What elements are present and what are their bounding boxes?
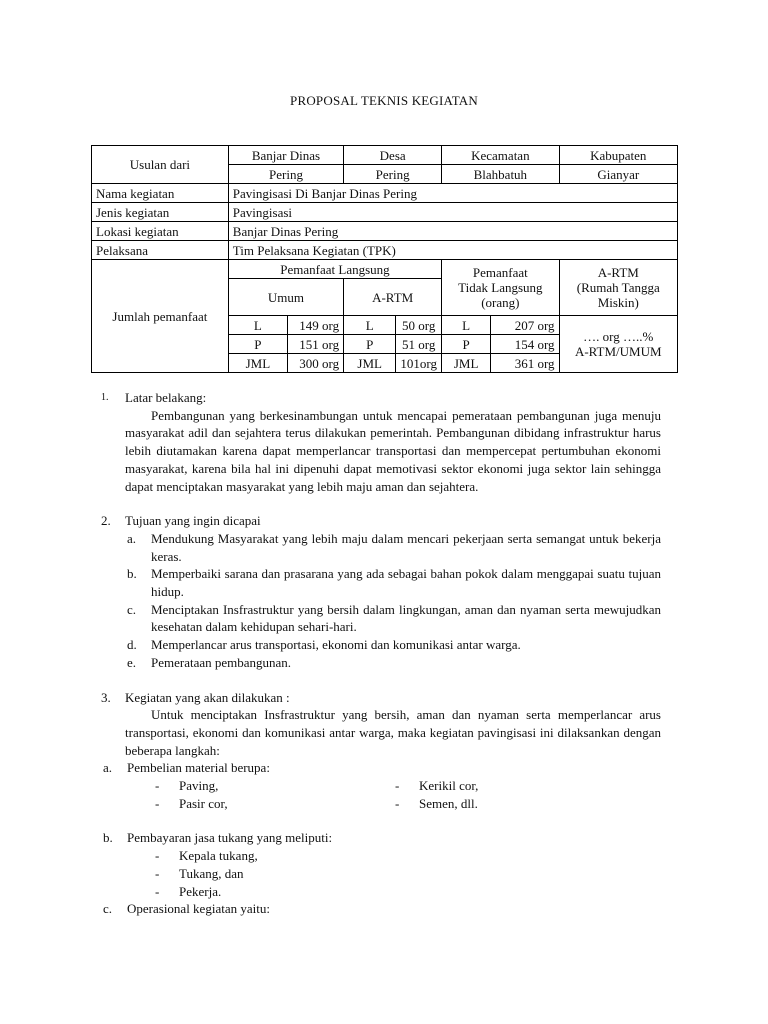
- usulan-label: Usulan dari: [92, 146, 229, 184]
- list-item: [127, 530, 661, 565]
- list-item: [127, 636, 661, 654]
- pelaksana-value: Tim Pelaksana Kegiatan (TPK): [228, 241, 677, 260]
- section-heading: Kegiatan yang akan dilakukan :: [125, 689, 290, 705]
- header-kabupaten: Kabupaten: [559, 146, 677, 165]
- cell-value: 51 org: [396, 335, 442, 354]
- list-item: [155, 795, 341, 813]
- table-row: [92, 146, 678, 165]
- jenis-label: Jenis kegiatan: [92, 203, 229, 222]
- list-item: [127, 601, 661, 636]
- list-text: Menciptakan Insfrastruktur yang bersih dalam lingkungan, aman dan nyaman serta mewujudkan kesehatan dalam kehidupan sehari-hari.: [151, 601, 661, 635]
- dash-bullet: -: [155, 848, 160, 864]
- list-letter: a.: [127, 530, 137, 546]
- list-letter: d.: [127, 637, 137, 653]
- cell-key: P: [442, 335, 491, 354]
- pemanfaat-langsung-header: Pemanfaat Langsung: [228, 260, 441, 279]
- cell-key: L: [228, 316, 287, 335]
- proposal-info-table: [91, 145, 678, 373]
- list-text: Pemerataan pembangunan.: [151, 654, 292, 670]
- list-letter: e.: [127, 654, 137, 670]
- section-latar-belakang: [101, 389, 661, 495]
- dash-bullet: -: [155, 778, 160, 794]
- list-text: Pembayaran jasa tukang yang meliputi:: [127, 830, 333, 846]
- artm-line-2: (Rumah Tangga: [576, 280, 660, 295]
- artm-line-3: Miskin): [597, 295, 639, 310]
- cell-key: P: [228, 335, 287, 354]
- document-title: PROPOSAL TEKNIS KEGIATAN: [290, 93, 478, 108]
- list-item: [127, 654, 661, 672]
- section-number: 3.: [101, 689, 111, 705]
- section-kegiatan: [101, 689, 661, 760]
- cell-key: JML: [344, 354, 396, 373]
- list-text: Kerikil cor,: [419, 778, 479, 794]
- artm-note: [559, 316, 677, 373]
- list-item: [155, 865, 661, 883]
- table-row: [92, 260, 678, 279]
- artm-subheader: A-RTM: [344, 279, 442, 316]
- list-text: Semen, dll.: [419, 795, 478, 811]
- dash-bullet: -: [155, 865, 160, 881]
- header-kecamatan: Kecamatan: [442, 146, 559, 165]
- list-letter: a.: [103, 760, 113, 776]
- cell-key: JML: [442, 354, 491, 373]
- list-text: Tukang, dan: [179, 865, 244, 881]
- table-row: [92, 241, 678, 260]
- pemanfaat-tidak-langsung-header: [442, 260, 559, 316]
- dash-bullet: -: [395, 795, 400, 811]
- list-text: Pembelian material berupa:: [127, 760, 270, 776]
- list-text: Memperlancar arus transportasi, ekonomi dan komunikasi antar warga.: [151, 637, 521, 653]
- nama-value: Pavingisasi Di Banjar Dinas Pering: [228, 184, 677, 203]
- value-kecamatan: Blahbatuh: [442, 165, 559, 184]
- artm-line-1: A-RTM: [597, 265, 639, 280]
- list-text: Operasional kegiatan yaitu:: [127, 901, 270, 917]
- ptl-line-1: Pemanfaat: [472, 265, 528, 280]
- list-item: [395, 777, 581, 795]
- cell-value: 361 org: [491, 354, 559, 373]
- value-kabupaten: Gianyar: [559, 165, 677, 184]
- section-paragraph: Pembangunan yang berkesinambungan untuk mencapai pemerataan pembangunan juga menuju masyarakat adil dan sejahtera terus dilakukan pemerintah. Pembangunan dibidang infrastruktur harus lebih diutamakan karena dapat memperlancar transportasi dan mempercepat pertumbuhan ekonomi masyarakat, karena bila hal ini dipenuhi dapat memotivasi sektor ekonomi juga sektor lain sehingga dapat menciptakan masyarakat yang lebih maju aman dan sejahtera.: [125, 407, 661, 494]
- table-row: [92, 203, 678, 222]
- table-row: [92, 184, 678, 203]
- lokasi-value: Banjar Dinas Pering: [228, 222, 677, 241]
- cell-key: P: [344, 335, 396, 354]
- list-letter: b.: [127, 566, 137, 582]
- list-text: Pasir cor,: [179, 795, 228, 811]
- cell-key: L: [442, 316, 491, 335]
- section-number: 2.: [101, 513, 111, 529]
- table-row: [92, 222, 678, 241]
- ptl-line-2: Tidak Langsung: [458, 280, 543, 295]
- cell-value: 101org: [396, 354, 442, 373]
- list-text: Paving,: [179, 778, 219, 794]
- artm-header: [559, 260, 677, 316]
- cell-value: 207 org: [491, 316, 559, 335]
- cell-key: JML: [228, 354, 287, 373]
- umum-header: Umum: [228, 279, 343, 316]
- value-banjar: Pering: [228, 165, 343, 184]
- dash-bullet: -: [395, 778, 400, 794]
- list-item: [127, 565, 661, 600]
- nama-label: Nama kegiatan: [92, 184, 229, 203]
- ptl-line-3: (orang): [481, 295, 520, 310]
- list-item: [155, 883, 661, 901]
- list-text: Memperbaiki sarana dan prasarana yang ada sebagai bahan pokok dalam menggapai suatu tujuan hidup.: [151, 566, 661, 600]
- list-item: [395, 795, 581, 813]
- value-desa: Pering: [344, 165, 442, 184]
- cell-value: 300 org: [288, 354, 344, 373]
- list-item: [103, 829, 661, 847]
- list-item: [155, 847, 661, 865]
- artm-note-line-2: A-RTM/UMUM: [574, 344, 662, 359]
- jenis-value: Pavingisasi: [228, 203, 677, 222]
- list-text: Mendukung Masyarakat yang lebih maju dalam mencari pekerjaan serta semangat untuk bekerja keras.: [151, 530, 661, 564]
- list-letter: c.: [127, 601, 137, 617]
- list-letter: c.: [103, 901, 113, 917]
- section-number: 1.: [101, 392, 109, 403]
- document-body: [101, 389, 661, 918]
- header-desa: Desa: [344, 146, 442, 165]
- dash-bullet: -: [155, 795, 160, 811]
- artm-note-line-1: …. org …..%: [583, 329, 654, 344]
- list-text: Kepala tukang,: [179, 848, 258, 864]
- section-heading: Latar belakang:: [125, 390, 207, 405]
- list-item: [103, 759, 661, 777]
- section-paragraph: Untuk menciptakan Insfrastruktur yang bersih, aman dan nyaman serta memperlancar arus transportasi, ekonomi dan komunikasi antar warga, maka kegiatan pavingisasi ini dilaksankan dengan beberapa langkah:: [125, 707, 661, 758]
- cell-value: 154 org: [491, 335, 559, 354]
- section-heading: Tujuan yang ingin dicapai: [125, 513, 261, 529]
- cell-value: 151 org: [288, 335, 344, 354]
- cell-value: 50 org: [396, 316, 442, 335]
- jumlah-label: Jumlah pemanfaat: [92, 260, 229, 373]
- cell-key: L: [344, 316, 396, 335]
- lokasi-label: Lokasi kegiatan: [92, 222, 229, 241]
- cell-value: 149 org: [288, 316, 344, 335]
- list-letter: b.: [103, 830, 113, 846]
- list-item: [103, 900, 661, 918]
- section-tujuan: [101, 512, 661, 671]
- list-text: Pekerja.: [179, 883, 222, 899]
- list-item: [155, 777, 341, 795]
- header-banjar: Banjar Dinas: [228, 146, 343, 165]
- pelaksana-label: Pelaksana: [92, 241, 229, 260]
- dash-bullet: -: [155, 883, 160, 899]
- material-list: [101, 777, 661, 812]
